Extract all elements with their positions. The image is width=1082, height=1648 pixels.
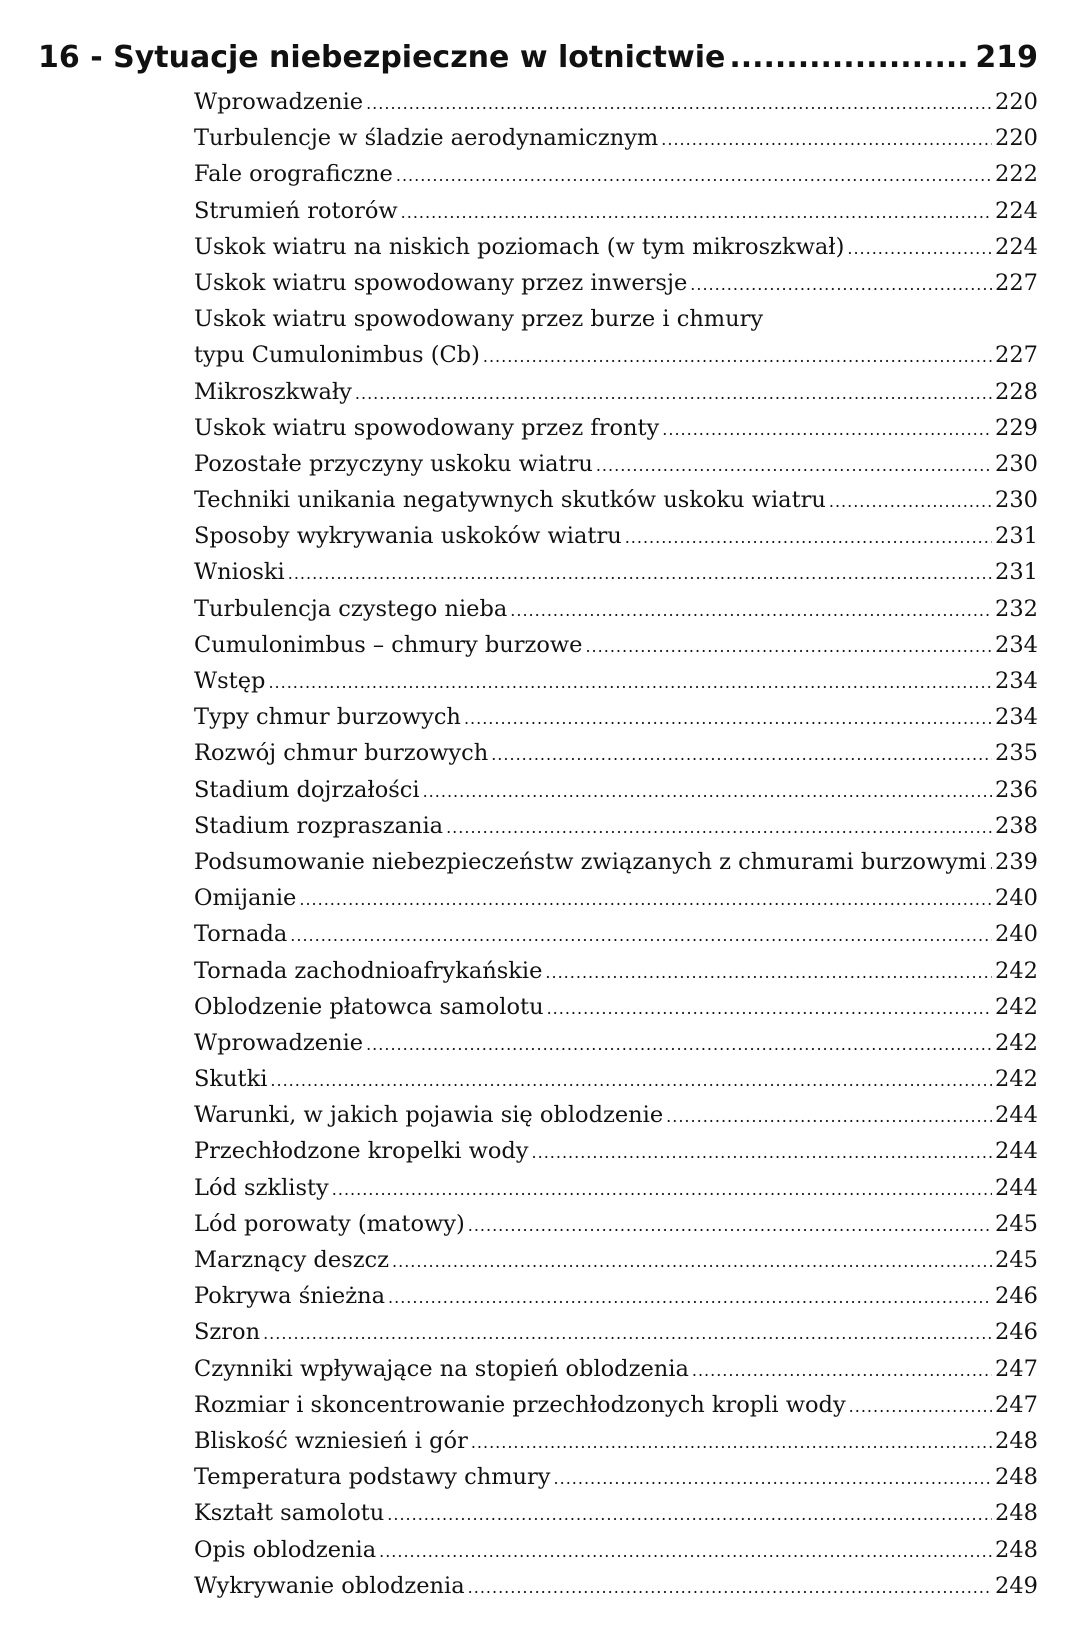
toc-entry-title: Typy chmur burzowych <box>194 704 461 731</box>
toc-entry <box>194 265 1038 301</box>
toc-entry <box>194 156 1038 192</box>
toc-dot-leader <box>989 846 992 882</box>
toc-entry <box>194 1568 1038 1604</box>
toc-entry <box>194 1133 1038 1169</box>
toc-dot-leader <box>532 1135 993 1171</box>
toc-dot-leader <box>510 593 992 629</box>
toc-entry <box>194 374 1038 410</box>
toc-entry-page-number: 244 <box>995 1138 1038 1165</box>
toc-entry-title: Rozmiar i skoncentrowanie przechłodzonych kropli wody <box>194 1391 846 1418</box>
toc-entry-title: Wykrywanie oblodzenia <box>194 1572 465 1599</box>
toc-entry-page-number: 236 <box>995 776 1038 803</box>
toc-dot-leader <box>290 918 992 954</box>
toc-entry <box>194 880 1038 916</box>
toc-entry-title: Pokrywa śnieżna <box>194 1283 386 1310</box>
toc-entry-page-number: 246 <box>995 1319 1038 1346</box>
toc-entry-title: Skutki <box>194 1066 268 1093</box>
toc-entry-title: Opis oblodzenia <box>194 1536 377 1563</box>
toc-entry-title: Uskok wiatru na niskich poziomach (w tym mikroszkwał) <box>194 233 845 260</box>
toc-entry-page-number: 239 <box>995 848 1038 875</box>
toc-entry-page-number: 227 <box>995 342 1038 369</box>
toc-dot-leader <box>366 86 992 122</box>
toc-entry <box>194 844 1038 880</box>
toc-entry-title: Kształt samolotu <box>194 1500 385 1527</box>
toc-entry <box>194 518 1038 554</box>
toc-dot-leader <box>401 195 992 231</box>
toc-entry-title: Czynniki wpływające na stopień oblodzenia <box>194 1355 689 1382</box>
toc-entry-page-number: 220 <box>995 89 1038 115</box>
toc-entry-page-number: 245 <box>995 1210 1038 1237</box>
toc-dot-leader <box>396 158 992 194</box>
toc-dot-leader <box>387 1497 992 1533</box>
toc-entry-title: Oblodzenie płatowca samolotu <box>194 993 544 1020</box>
toc-entry-title: Uskok wiatru spowodowany przez inwersje <box>194 269 688 296</box>
toc-entry-page-number: 235 <box>995 740 1038 767</box>
toc-entry <box>194 1387 1038 1423</box>
toc-dot-leader <box>388 1280 992 1316</box>
toc-entry-title: Stadium rozpraszania <box>194 812 444 839</box>
toc-entry-page-number: 244 <box>995 1174 1038 1201</box>
toc-dot-leader <box>263 1316 992 1352</box>
toc-entry <box>194 953 1038 989</box>
toc-entry <box>194 663 1038 699</box>
toc-dot-leader <box>270 1063 992 1099</box>
toc-entry-title: Strumień rotorów <box>194 197 398 224</box>
toc-entry-title: Bliskość wzniesień i gór <box>194 1427 468 1454</box>
toc-entry-title: Lód porowaty (matowy) <box>194 1210 465 1237</box>
toc-dot-leader <box>464 701 992 737</box>
toc-entry-page-number: 247 <box>995 1391 1038 1418</box>
chapter-title: 16 - Sytuacje niebezpieczne w lotnictwie <box>38 40 726 75</box>
toc-entry <box>194 446 1038 482</box>
toc-entry-title: Tornada <box>194 921 288 948</box>
toc-dot-leader <box>491 737 992 773</box>
toc-entry <box>194 1532 1038 1568</box>
toc-entry-page-number: 248 <box>995 1500 1038 1527</box>
toc-entry <box>194 1170 1038 1206</box>
toc-entry-page-number: 227 <box>995 269 1038 296</box>
toc-entry-title-line1: Uskok wiatru spowodowany przez burze i chmury <box>194 306 764 333</box>
toc-dot-leader <box>483 339 992 375</box>
toc-entry-page-number: 231 <box>995 523 1038 550</box>
toc-entry <box>194 808 1038 844</box>
toc-entry <box>194 193 1038 229</box>
toc-entry-title: Marznący deszcz <box>194 1247 390 1273</box>
toc-entry-page-number: 244 <box>995 1102 1038 1129</box>
toc-entry <box>194 1423 1038 1459</box>
toc-dot-leader <box>423 774 992 810</box>
toc-dot-leader <box>379 1534 992 1570</box>
toc-entry-page-number: 242 <box>995 1066 1038 1093</box>
toc-dot-leader <box>545 955 992 991</box>
toc-dot-leader <box>468 1570 992 1606</box>
toc-entry <box>194 627 1038 663</box>
toc-entry-page-number: 247 <box>995 1355 1038 1382</box>
toc-entry-title: Wnioski <box>194 559 285 586</box>
toc-dot-leader <box>366 1027 992 1063</box>
toc-dot-leader <box>661 122 992 158</box>
toc-entry-title: Stadium dojrzałości <box>194 776 420 803</box>
toc-dot-leader <box>332 1172 992 1208</box>
toc-entry-page-number: 230 <box>995 450 1038 477</box>
toc-entry-title: Szron <box>194 1319 261 1346</box>
toc-dot-leader <box>596 448 992 484</box>
toc-entry-page-number: 234 <box>995 631 1038 658</box>
toc-entry <box>194 554 1038 590</box>
toc-entry <box>194 1314 1038 1350</box>
toc-entry-page-number: 248 <box>995 1427 1038 1454</box>
toc-entry-page-number: 224 <box>995 197 1038 224</box>
toc-entry-title: Wprowadzenie <box>194 1029 364 1056</box>
toc-entry <box>194 1025 1038 1061</box>
toc-entry-page-number: 245 <box>995 1247 1038 1273</box>
toc-entry-title: Turbulencje w śladzie aerodynamicznym <box>194 125 659 152</box>
toc-entry-page-number: 240 <box>995 921 1038 948</box>
toc-entry-page-number: 249 <box>995 1572 1038 1599</box>
toc-entry-page-number: 248 <box>995 1464 1038 1491</box>
toc-entry <box>194 229 1038 265</box>
toc-entry <box>194 699 1038 735</box>
toc-dot-leader <box>690 267 992 303</box>
toc-entry-title: Tornada zachodnioafrykańskie <box>194 957 543 984</box>
toc-entry <box>194 735 1038 771</box>
toc-dot-leader <box>547 991 992 1027</box>
toc-dot-leader <box>355 376 992 412</box>
toc-entry-page-number: 246 <box>995 1283 1038 1310</box>
toc-entry <box>194 916 1038 952</box>
toc-dot-leader <box>392 1244 992 1280</box>
toc-dot-leader <box>471 1425 992 1461</box>
toc-entry-title: Przechłodzone kropelki wody <box>194 1138 529 1165</box>
toc-entry <box>194 120 1038 156</box>
toc-entry-page-number: 240 <box>995 885 1038 912</box>
toc-dot-leader <box>662 412 992 448</box>
table-of-contents <box>194 84 1038 1604</box>
toc-dot-leader <box>554 1461 993 1497</box>
toc-entry <box>194 1459 1038 1495</box>
toc-entry-title: Mikroszkwały <box>194 378 352 405</box>
toc-entry-title: Warunki, w jakich pojawia się oblodzenie <box>194 1102 664 1129</box>
chapter-page-number: 219 <box>975 40 1038 75</box>
toc-entry <box>194 482 1038 518</box>
toc-dot-leader <box>299 882 992 918</box>
toc-dot-leader <box>446 810 992 846</box>
toc-entry <box>194 1242 1038 1278</box>
toc-entry-page-number: 242 <box>995 993 1038 1020</box>
toc-entry-page-number: 238 <box>995 812 1038 839</box>
toc-entry <box>194 301 1038 373</box>
toc-entry-page-number: 242 <box>995 1029 1038 1056</box>
toc-dot-leader <box>849 1389 992 1425</box>
chapter-heading <box>38 40 1038 75</box>
toc-entry-page-number: 230 <box>995 487 1038 514</box>
toc-dot-leader <box>625 520 992 556</box>
toc-entry-title: Techniki unikania negatywnych skutków uskoku wiatru <box>194 487 826 514</box>
toc-dot-leader <box>692 1353 992 1389</box>
toc-dot-leader <box>829 484 992 520</box>
toc-entry-title: Uskok wiatru spowodowany przez fronty <box>194 414 660 441</box>
toc-entry-title: Temperatura podstawy chmury <box>194 1464 551 1491</box>
toc-entry-page-number: 224 <box>995 233 1038 260</box>
toc-entry-page-number: 234 <box>995 668 1038 694</box>
toc-entry <box>194 1351 1038 1387</box>
toc-entry <box>194 591 1038 627</box>
toc-entry-page-number: 231 <box>995 559 1038 586</box>
toc-entry-page-number: 220 <box>995 125 1038 152</box>
toc-dot-leader <box>585 629 992 665</box>
toc-entry-page-number: 228 <box>995 378 1038 405</box>
toc-dot-leader <box>268 665 992 701</box>
toc-entry <box>194 1278 1038 1314</box>
toc-entry <box>194 84 1038 120</box>
toc-dot-leader <box>666 1099 992 1135</box>
toc-dot-leader <box>288 556 992 592</box>
toc-entry <box>194 1206 1038 1242</box>
toc-entry-title: Sposoby wykrywania uskoków wiatru <box>194 523 622 550</box>
toc-entry-page-number: 222 <box>995 161 1038 188</box>
toc-entry <box>194 410 1038 446</box>
toc-entry-page-number: 234 <box>995 704 1038 731</box>
chapter-dot-leader <box>729 40 971 75</box>
toc-entry-title: Rozwój chmur burzowych <box>194 740 489 767</box>
toc-entry-title: Omijanie <box>194 885 297 912</box>
toc-entry-title: Wstęp <box>194 668 266 694</box>
toc-entry-title-line2: typu Cumulonimbus (Cb) <box>194 342 480 369</box>
toc-entry-title: Pozostałe przyczyny uskoku wiatru <box>194 450 593 477</box>
toc-entry-title: Cumulonimbus – chmury burzowe <box>194 631 583 658</box>
toc-entry <box>194 772 1038 808</box>
toc-entry-title: Fale orograficzne <box>194 161 393 188</box>
toc-entry <box>194 1495 1038 1531</box>
toc-entry <box>194 1061 1038 1097</box>
toc-entry-title: Turbulencja czystego nieba <box>194 595 508 622</box>
toc-entry <box>194 1097 1038 1133</box>
toc-entry-line2 <box>194 337 1038 373</box>
toc-dot-leader <box>847 231 992 267</box>
toc-entry-page-number: 242 <box>995 957 1038 984</box>
toc-entry <box>194 989 1038 1025</box>
toc-entry-page-number: 248 <box>995 1536 1038 1563</box>
toc-dot-leader <box>468 1208 992 1244</box>
toc-entry-title: Wprowadzenie <box>194 89 364 115</box>
toc-entry-title: Podsumowanie niebezpieczeństw związanych z chmurami burzowymi <box>194 848 987 875</box>
toc-entry-page-number: 229 <box>995 414 1038 441</box>
toc-entry-page-number: 232 <box>995 595 1038 622</box>
toc-entry-title: Lód szklisty <box>194 1174 329 1201</box>
